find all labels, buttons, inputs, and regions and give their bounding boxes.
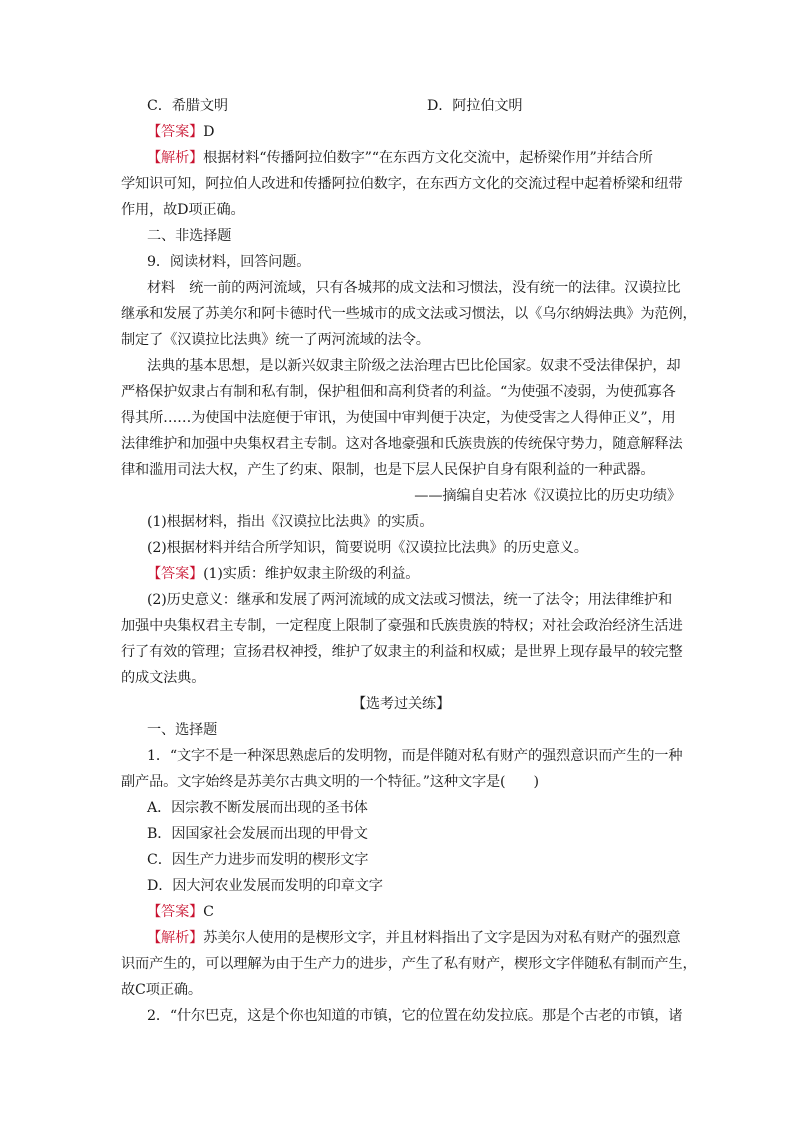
q8-analysis-line-1 bbox=[147, 148, 681, 168]
section-heading-non-choice: 二、非选择题 bbox=[147, 228, 232, 244]
q9-answer bbox=[147, 564, 681, 584]
q9-answer-line: (2)历史意义：继承和发展了两河流域的成文法或习惯法，统一了法令；用法律维护和 bbox=[147, 592, 672, 608]
q1-option-d: D．因大河农业发展而发明的印章文字 bbox=[147, 878, 383, 894]
q1-option-c: C．因生产力进步而发明的楔形文字 bbox=[147, 852, 369, 868]
option-d: D．阿拉伯文明 bbox=[427, 98, 523, 114]
q1-stem-line: 1．“文字不是一种深思熟虑后的发明物，而是伴随对私有财产的强烈意识而产生的一种 bbox=[147, 748, 683, 764]
q1-analysis-line: 识而产生的，可以理解为由于生产力的进步，产生了私有财产，楔形文字伴随私有制而产生， bbox=[121, 956, 697, 972]
q9-answer-line: 的成文法典。 bbox=[121, 670, 206, 686]
q8-analysis-line-3: 作用，故D项正确。 bbox=[121, 202, 245, 218]
analysis-label: 【解析】 bbox=[147, 150, 204, 166]
q8-options-row bbox=[147, 96, 681, 116]
q1-answer bbox=[147, 902, 681, 922]
analysis-text: 根据材料“传播阿拉伯数字”“在东西方文化交流中，起桥梁作用”并结合所 bbox=[203, 150, 653, 166]
q9-question-2: (2)根据材料并结合所学知识，简要说明《汉谟拉比法典》的历史意义。 bbox=[147, 540, 588, 556]
q9-source-citation: ——摘编自史若冰《汉谟拉比的历史功绩》 bbox=[414, 488, 681, 504]
q9-answer-line: 加强中央集权君主专制，一定程度上限制了豪强和氏族贵族的特权；对社会政治经济生活进 bbox=[121, 618, 683, 634]
q1-stem-line: 副产品。文字始终是苏美尔古典文明的一个特征。”这种文字是( ) bbox=[121, 774, 539, 790]
answer-text: (1)实质：维护奴隶主阶级的利益。 bbox=[203, 566, 420, 582]
section-heading-choice: 一、选择题 bbox=[147, 722, 218, 738]
q9-material-line: 严格保护奴隶占有制和私有制，保护租佃和高利贷者的利益。“为使强不凌弱，为使孤寡各 bbox=[121, 384, 676, 400]
q9-stem: 9．阅读材料，回答问题。 bbox=[147, 254, 311, 270]
q1-option-b: B．因国家社会发展而出现的甲骨文 bbox=[147, 826, 368, 842]
q9-material-line: 得其所……为使国中法庭便于审讯，为使国中审判便于决定，为使受害之人得伸正义”，用 bbox=[121, 410, 676, 426]
exam-section-title: 【选考过关练】 bbox=[351, 696, 451, 712]
q8-answer bbox=[147, 122, 681, 142]
q9-material-line: 法典的基本思想，是以新兴奴隶主阶级之法治理古巴比伦国家。奴隶不受法律保护，却 bbox=[147, 358, 681, 374]
q9-material-line: 制定了《汉谟拉比法典》统一了两河流域的法令。 bbox=[121, 332, 430, 348]
q9-material-line: 法律维护和加强中央集权君主专制。这对各地豪强和氏族贵族的传统保守势力，随意解释法 bbox=[121, 436, 683, 452]
analysis-text: 苏美尔人使用的是楔形文字，并且材料指出了文字是因为对私有财产的强烈意 bbox=[203, 930, 681, 946]
q1-analysis-line bbox=[147, 928, 681, 948]
answer-label: 【答案】 bbox=[147, 124, 204, 140]
q9-material-line: 律和滥用司法大权，产生了约束、限制，也是下层人民保护自身有限利益的一种武器。 bbox=[121, 462, 655, 478]
answer-label: 【答案】 bbox=[147, 566, 204, 582]
q8-analysis-line-2: 学知识可知，阿拉伯人改进和传播阿拉伯数字，在东西方文化的交流过程中起着桥梁和纽带 bbox=[121, 176, 683, 192]
q1-option-a: A．因宗教不断发展而出现的圣书体 bbox=[147, 800, 368, 816]
q9-question-1: (1)根据材料，指出《汉谟拉比法典》的实质。 bbox=[147, 514, 434, 530]
answer-value: C bbox=[203, 904, 214, 920]
q1-analysis-line: 故C项正确。 bbox=[121, 982, 202, 998]
answer-label: 【答案】 bbox=[147, 904, 204, 920]
analysis-label: 【解析】 bbox=[147, 930, 204, 946]
answer-value: D bbox=[203, 124, 215, 140]
q9-material-line: 继承和发展了苏美尔和阿卡德时代一些城市的成文法或习惯法，以《乌尔纳姆法典》为范例， bbox=[121, 306, 697, 322]
q2-stem-line: 2．“什尔巴克，这是个你也知道的市镇，它的位置在幼发拉底。那是个古老的市镇，诸 bbox=[147, 1008, 683, 1024]
q9-answer-line: 行了有效的管理；宣扬君权神授，维护了奴隶主的利益和权威；是世界上现存最早的较完整 bbox=[121, 644, 683, 660]
option-c: C．希腊文明 bbox=[147, 98, 228, 114]
q9-material-line: 材料 统一前的两河流域，只有各城邦的成文法和习惯法，没有统一的法律。汉谟拉比 bbox=[147, 280, 681, 296]
